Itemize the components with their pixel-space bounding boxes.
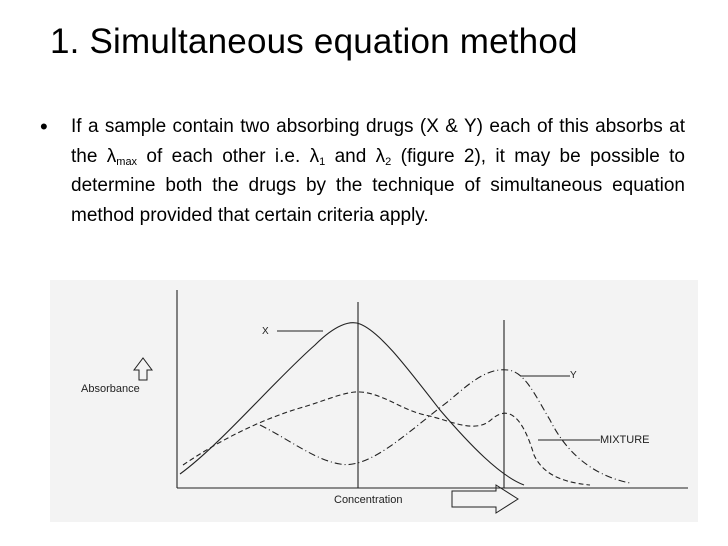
bullet-marker: •	[40, 114, 48, 139]
bullet-text-part2: of each other i.e. λ	[137, 145, 320, 167]
lambda-max-subscript: max	[116, 155, 138, 168]
concentration-right-arrow	[452, 485, 518, 513]
absorbance-axis-label: Absorbance	[81, 383, 140, 395]
curve-mixture	[183, 392, 590, 485]
curve-x	[180, 323, 524, 485]
bullet-text-part4: (figure 2), it may be possible to determine both the drugs by the technique of simultaneous equation method provided that certain criteria apply.	[71, 145, 685, 226]
bullet-text	[71, 112, 685, 230]
absorption-figure	[50, 280, 698, 522]
curve-y	[260, 370, 630, 483]
bullet-text-part1: If a sample contain two absorbing drugs (X & Y) each of this absorbs at the λ	[71, 116, 685, 167]
y-curve-label: Y	[570, 370, 577, 381]
x-curve-label: X	[262, 326, 269, 337]
concentration-axis-label: Concentration	[334, 494, 403, 506]
absorbance-up-arrow	[134, 358, 152, 380]
bullet-text-part3: and λ	[325, 145, 386, 167]
lambda-2-subscript: 2	[385, 155, 392, 168]
slide-title: 1. Simultaneous equation method	[50, 22, 578, 61]
mixture-curve-label: MIXTURE	[600, 434, 650, 446]
lambda-1-subscript: 1	[319, 155, 326, 168]
figure-drawing	[50, 280, 698, 522]
